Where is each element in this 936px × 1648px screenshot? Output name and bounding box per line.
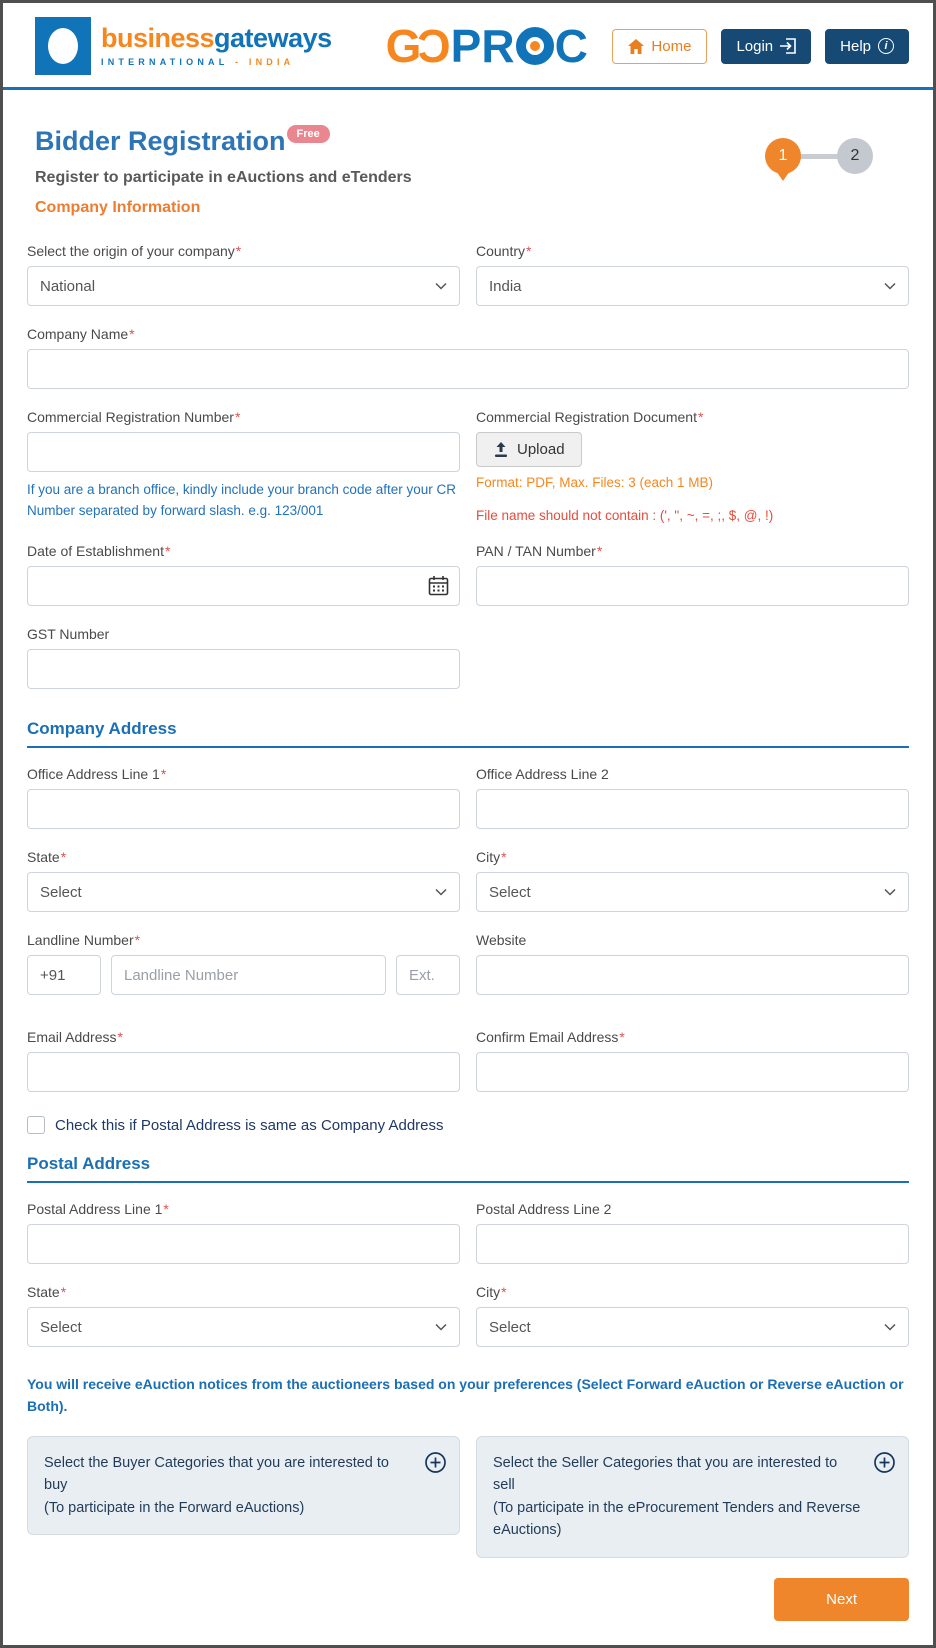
required-marker: *: [501, 849, 507, 865]
country-select-value: India: [489, 277, 522, 295]
postal-address2-label: Postal Address Line 2: [476, 1201, 612, 1217]
buyer-categories-box[interactable]: [27, 1436, 460, 1535]
postal-city-label: City*: [476, 1284, 507, 1300]
page-title: Bidder Registration: [35, 126, 286, 156]
origin-select[interactable]: [27, 266, 460, 306]
cr-document-field: [476, 409, 909, 523]
logo-tagline: INTERNATIONAL - INDIA: [101, 57, 295, 67]
next-button[interactable]: Next: [774, 1578, 909, 1621]
company-city-select-value: Select: [489, 883, 531, 901]
email-field: [27, 1029, 460, 1092]
landline-label: Landline Number*: [27, 932, 141, 948]
pan-tan-label: PAN / TAN Number*: [476, 543, 603, 559]
company-city-label: City*: [476, 849, 507, 865]
required-marker: *: [134, 932, 141, 948]
home-icon: [628, 39, 644, 54]
cr-document-label: Commercial Registration Document*: [476, 409, 704, 425]
step-connector: [799, 154, 839, 159]
required-marker: *: [234, 409, 241, 425]
title-block: [3, 90, 933, 223]
company-information-label: Company Information: [35, 199, 201, 216]
logo-gateways-text: gateways: [214, 23, 332, 53]
chevron-down-icon: [884, 886, 896, 898]
origin-label: Select the origin of your company*: [27, 243, 242, 259]
office-address2-field: [476, 766, 909, 829]
email-label: Email Address*: [27, 1029, 123, 1045]
company-name-input[interactable]: [27, 349, 909, 389]
required-marker: *: [235, 243, 242, 259]
landline-number-input[interactable]: [111, 955, 386, 995]
upload-icon: [493, 442, 509, 458]
businessgateways-logo-icon: [35, 17, 91, 75]
cr-number-help: If you are a branch office, kindly include your branch code after your CR Number separated by forward slash. e.g. 123/001: [27, 482, 456, 518]
postal-address1-field: [27, 1201, 460, 1264]
office-address1-input[interactable]: [27, 789, 460, 829]
free-badge: Free: [287, 125, 330, 143]
required-marker: *: [117, 1029, 123, 1045]
gst-field: [27, 626, 460, 689]
required-marker: *: [160, 766, 167, 782]
goproc-logo: G Ɔ P R C: [385, 20, 588, 72]
header: [3, 3, 933, 90]
upload-format-note: Format: PDF, Max. Files: 3 (each 1 MB): [476, 475, 714, 490]
company-city-select[interactable]: [476, 872, 909, 912]
required-marker: *: [619, 1029, 625, 1045]
info-icon: i: [878, 38, 894, 54]
origin-field: [27, 243, 460, 306]
chevron-down-icon: [884, 280, 896, 292]
chevron-down-icon: [435, 280, 447, 292]
pan-tan-input[interactable]: [476, 566, 909, 606]
office-address2-label: Office Address Line 2: [476, 766, 609, 782]
email-input[interactable]: [27, 1052, 460, 1092]
postal-address2-field: [476, 1201, 909, 1264]
postal-address-heading: Postal Address: [27, 1154, 909, 1183]
country-code-input[interactable]: [27, 955, 101, 995]
seller-categories-text: Select the Seller Categories that you are interested to sell (To participate in the eProcurement Tenders and Reverse eAuctions): [493, 1454, 861, 1539]
company-state-field: [27, 849, 460, 912]
eauction-notice: You will receive eAuction notices from the auctioneers based on your preferences (Select Forward eAuction or Reverse eAuction or Both).: [27, 1376, 904, 1415]
upload-button[interactable]: Upload: [476, 432, 582, 467]
home-button[interactable]: Home: [612, 29, 707, 64]
page-subtitle: Register to participate in eAuctions and eTenders: [35, 169, 412, 186]
cr-number-field: [27, 409, 460, 523]
company-city-field: [476, 849, 909, 912]
required-marker: *: [501, 1284, 507, 1300]
landline-field: [27, 932, 460, 995]
company-state-select-value: Select: [40, 883, 82, 901]
postal-state-select-value: Select: [40, 1318, 82, 1336]
date-establishment-label: Date of Establishment*: [27, 543, 171, 559]
pan-tan-field: [476, 543, 909, 606]
businessgateways-wordmark: [101, 25, 332, 52]
same-address-row: [27, 1116, 909, 1134]
same-address-label: Check this if Postal Address is same as Company Address: [55, 1116, 444, 1134]
cr-number-label: Commercial Registration Number*: [27, 409, 241, 425]
confirm-email-field: [476, 1029, 909, 1092]
confirm-email-label: Confirm Email Address*: [476, 1029, 625, 1045]
plus-circle-icon[interactable]: [424, 1451, 447, 1474]
required-marker: *: [60, 849, 67, 865]
required-marker: *: [129, 326, 135, 342]
required-marker: *: [596, 543, 603, 559]
office-address1-label: Office Address Line 1*: [27, 766, 167, 782]
required-marker: *: [697, 409, 704, 425]
postal-address2-input[interactable]: [476, 1224, 909, 1264]
date-establishment-field: [27, 543, 460, 606]
company-address-heading: Company Address: [27, 719, 909, 748]
required-marker: *: [163, 1201, 169, 1217]
extension-input[interactable]: [396, 955, 460, 995]
registration-form: [3, 223, 933, 1645]
login-icon: [780, 38, 796, 54]
office-address2-input[interactable]: [476, 789, 909, 829]
cr-number-input[interactable]: [27, 432, 460, 472]
postal-city-select-value: Select: [489, 1318, 531, 1336]
country-field: [476, 243, 909, 306]
postal-address1-label: Postal Address Line 1*: [27, 1201, 169, 1217]
header-actions: [612, 29, 909, 64]
origin-select-value: National: [40, 277, 96, 295]
chevron-down-icon: [884, 1321, 896, 1333]
help-button[interactable]: Help i: [825, 29, 909, 64]
chevron-down-icon: [435, 886, 447, 898]
office-address1-field: [27, 766, 460, 829]
website-input[interactable]: [476, 955, 909, 995]
required-marker: *: [60, 1284, 67, 1300]
calendar-icon[interactable]: [428, 575, 449, 596]
required-marker: *: [164, 543, 171, 559]
postal-city-field: [476, 1284, 909, 1347]
gst-label: GST Number: [27, 626, 110, 642]
company-state-label: State*: [27, 849, 67, 865]
logo-business-text: business: [101, 23, 215, 53]
step-1-pin: 1: [765, 138, 801, 174]
postal-state-select[interactable]: [27, 1307, 460, 1347]
businessgateways-logo: [35, 17, 332, 75]
website-label: Website: [476, 932, 527, 948]
upload-filename-note: File name should not contain : (', ", ~, =, ;, $, @, !): [476, 508, 774, 523]
seller-categories-box[interactable]: [476, 1436, 909, 1558]
company-name-label: Company Name*: [27, 326, 135, 342]
required-marker: *: [526, 243, 532, 259]
postal-city-select[interactable]: [476, 1307, 909, 1347]
chevron-down-icon: [435, 1321, 447, 1333]
company-state-select[interactable]: [27, 872, 460, 912]
website-field: [476, 932, 909, 995]
gst-input[interactable]: [27, 649, 460, 689]
step-indicator: [765, 138, 873, 174]
postal-address1-input[interactable]: [27, 1224, 460, 1264]
step-2-circle: 2: [837, 138, 873, 174]
country-select[interactable]: [476, 266, 909, 306]
country-label: Country*: [476, 243, 532, 259]
same-address-checkbox[interactable]: [27, 1116, 45, 1134]
confirm-email-input[interactable]: [476, 1052, 909, 1092]
postal-state-field: [27, 1284, 460, 1347]
plus-circle-icon[interactable]: [873, 1451, 896, 1474]
goproc-o-icon: [516, 27, 554, 65]
postal-state-label: State*: [27, 1284, 67, 1300]
login-button[interactable]: Login: [721, 29, 811, 64]
date-establishment-input[interactable]: [27, 566, 460, 606]
buyer-categories-text: Select the Buyer Categories that you are interested to buy (To participate in the Forward eAuctions): [44, 1454, 389, 1516]
company-name-field: [27, 326, 909, 389]
